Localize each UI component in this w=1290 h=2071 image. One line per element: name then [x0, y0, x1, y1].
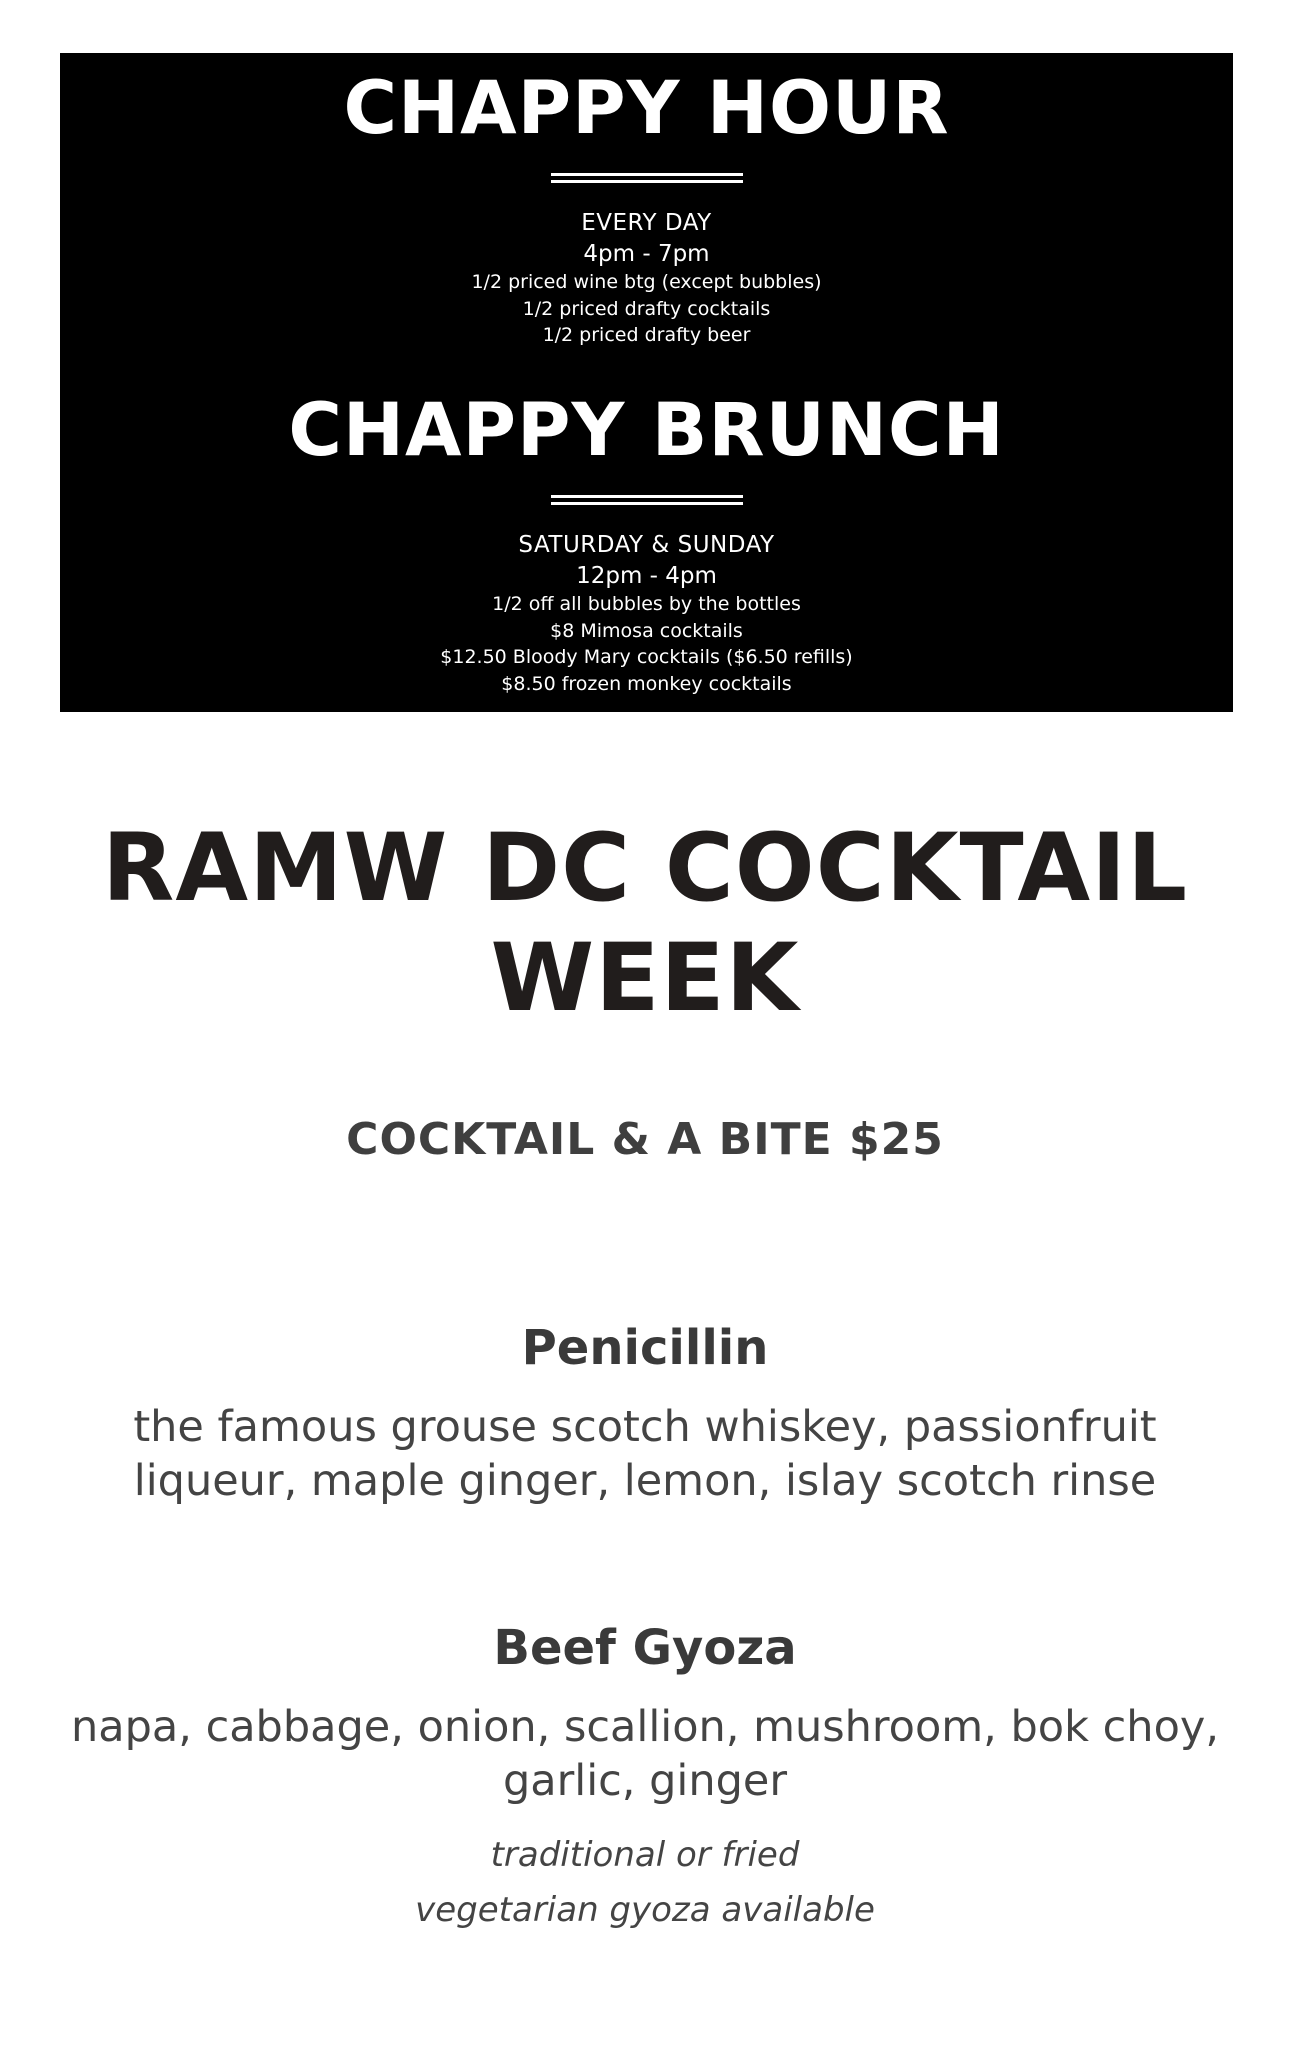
offer-subtitle: COCKTAIL & A BITE $25	[346, 1114, 944, 1165]
happy-hour-deal: 1/2 priced drafty cocktails	[522, 297, 771, 320]
brunch-deal: $8.50 frozen monkey cocktails	[501, 672, 792, 695]
menu-item-description: napa, cabbage, onion, scallion, mushroom, bok choy, garlic, ginger	[70, 1702, 1219, 1806]
brunch-time: 12pm - 4pm	[576, 563, 717, 589]
happy-hour-deal: 1/2 priced drafty beer	[542, 324, 751, 346]
promo-banner	[60, 53, 1233, 712]
brunch-days: SATURDAY & SUNDAY	[518, 532, 775, 558]
page-title	[0, 814, 1290, 1034]
brunch-deal: $8 Mimosa cocktails	[550, 619, 743, 642]
page-title-line: RAMW DC COCKTAIL	[102, 814, 1188, 923]
happy-hour-divider	[551, 173, 743, 183]
brunch-divider	[551, 495, 743, 505]
brunch-deal: 1/2 off all bubbles by the bottles	[492, 593, 801, 615]
menu-item-note: traditional or fried	[490, 1835, 800, 1875]
happy-hour-title: CHAPPY HOUR	[343, 66, 950, 151]
brunch-deal: $12.50 Bloody Mary cocktails ($6.50 refills)	[440, 646, 853, 668]
menu-item-name: Penicillin	[521, 1320, 769, 1376]
happy-hour-deal: 1/2 priced wine btg (except bubbles)	[471, 271, 822, 293]
happy-hour-section	[60, 63, 1233, 349]
brunch-section	[60, 385, 1233, 697]
menu-item-penicillin	[0, 1318, 1290, 1508]
brunch-title: CHAPPY BRUNCH	[288, 388, 1005, 473]
menu-item-name: Beef Gyoza	[493, 1620, 797, 1676]
happy-hour-days: EVERY DAY	[581, 210, 712, 236]
menu-item-note: vegetarian gyoza available	[415, 1890, 875, 1930]
menu-item-beef-gyoza	[0, 1618, 1290, 1938]
page-title-line: WEEK	[490, 924, 800, 1033]
happy-hour-time: 4pm - 7pm	[583, 241, 710, 267]
menu-item-description: the famous grouse scotch whiskey, passionfruit liqueur, maple ginger, lemon, islay scotch rinse	[133, 1402, 1157, 1506]
